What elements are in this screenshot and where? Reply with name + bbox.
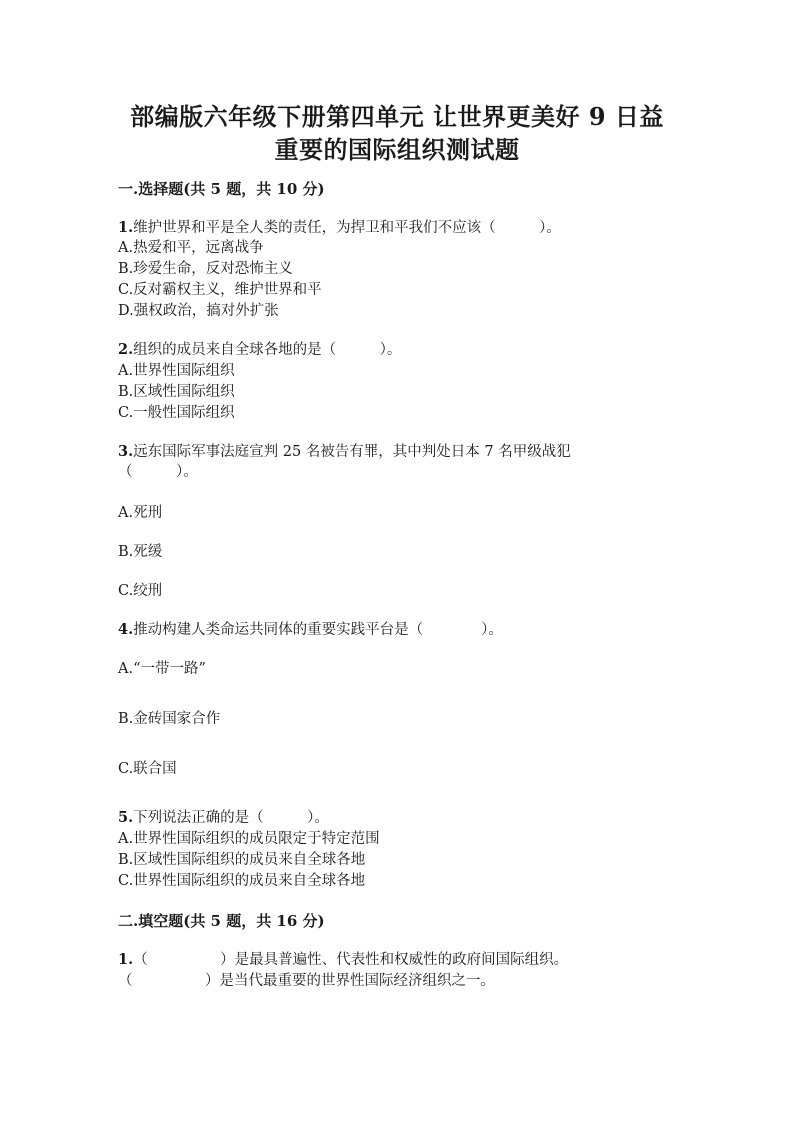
question-2 bbox=[118, 340, 401, 360]
question-stem: 远东国际军事法庭宣判 25 名被告有罪，其中判处日本 7 名甲级战犯 bbox=[133, 444, 571, 460]
option-3a: A.死刑 bbox=[118, 505, 163, 521]
option-2b: B.区域性国际组织 bbox=[118, 384, 235, 400]
question-stem: 推动构建人类命运共同体的重要实践平台是（ ）。 bbox=[133, 622, 503, 638]
question-number: 1. bbox=[118, 219, 134, 236]
section-heading-choice: 一.选择题(共 5 题，共 10 分) bbox=[118, 180, 325, 198]
question-number: 5. bbox=[118, 809, 134, 826]
question-stem: 下列说法正确的是（ ）。 bbox=[133, 810, 329, 826]
option-2a: A.世界性国际组织 bbox=[118, 363, 235, 379]
question-number: 4. bbox=[118, 621, 134, 638]
question-4 bbox=[118, 620, 503, 640]
option-4b: B.金砖国家合作 bbox=[118, 711, 221, 727]
option-1c: C.反对霸权主义，维护世界和平 bbox=[118, 282, 322, 298]
question-stem: 组织的成员来自全球各地的是（ ）。 bbox=[133, 342, 402, 358]
option-3b: B.死缓 bbox=[118, 544, 163, 560]
question-number: 3. bbox=[118, 443, 134, 460]
question-3-blank: （ ）。 bbox=[118, 464, 198, 480]
page-title-line-1: 部编版六年级下册第四单元 让世界更美好 9 日益 bbox=[130, 102, 664, 131]
page-title-line-2: 重要的国际组织测试题 bbox=[274, 135, 520, 164]
option-1d: D.强权政治，搞对外扩张 bbox=[118, 303, 279, 319]
option-1b: B.珍爱生命，反对恐怖主义 bbox=[118, 261, 293, 277]
fill-question-1 bbox=[118, 950, 568, 970]
question-number: 1. bbox=[118, 951, 134, 968]
question-1 bbox=[118, 218, 561, 238]
option-4c: C.联合国 bbox=[118, 761, 177, 777]
option-4a: A.“一带一路” bbox=[118, 661, 206, 677]
question-number: 2. bbox=[118, 341, 134, 358]
question-stem: 维护世界和平是全人类的责任，为捍卫和平我们不应该（ ）。 bbox=[133, 220, 561, 236]
question-3 bbox=[118, 442, 571, 462]
question-5 bbox=[118, 808, 329, 828]
option-5b: B.区域性国际组织的成员来自全球各地 bbox=[118, 852, 366, 868]
question-stem: （ ）是最具普遍性、代表性和权威性的政府间国际组织。 bbox=[133, 952, 569, 968]
option-3c: C.绞刑 bbox=[118, 583, 163, 599]
option-5a: A.世界性国际组织的成员限定于特定范围 bbox=[118, 831, 380, 847]
option-5c: C.世界性国际组织的成员来自全球各地 bbox=[118, 873, 366, 889]
fill-question-1-line-2: （ ）是当代最重要的世界性国际经济组织之一。 bbox=[118, 973, 495, 989]
section-heading-fill-blank: 二.填空题(共 5 题，共 16 分) bbox=[118, 912, 325, 930]
option-1a: A.热爱和平，远离战争 bbox=[118, 240, 264, 256]
option-2c: C.一般性国际组织 bbox=[118, 405, 235, 421]
